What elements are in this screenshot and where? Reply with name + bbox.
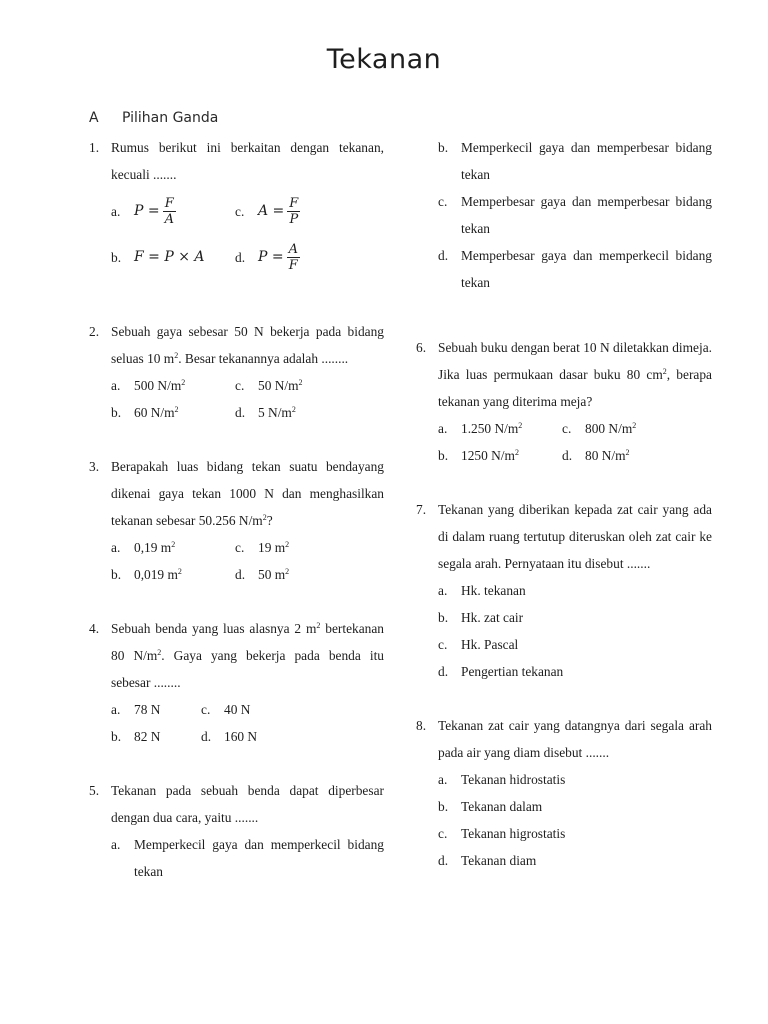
option-d[interactable]: d. Tekanan diam [438, 853, 537, 868]
question-text: Tekanan pada sebuah benda dapat diperbesar dengan dua cara, yaitu ....... [111, 783, 384, 825]
options-row [438, 415, 712, 442]
option-c[interactable]: c. A = $\frac{F}{P}$ [235, 195, 299, 227]
question-text: Berapakah luas bidang tekan suatu bendayang dikenai gaya tekan 1000 N dan menghasilkan tekanan sebesar 50.256 $N/m^2$? [111, 459, 384, 528]
options-list [438, 766, 712, 874]
question-text: Sebuah buku dengan berat 10 N diletakkan dimeja. Jika luas permukaan dasar buku 80 $cm^2$, berapa tekanan yang diterima meja? [438, 340, 712, 409]
question-1 [89, 134, 384, 188]
options-row [111, 534, 384, 561]
question-text: Sebuah gaya sebesar 50 N bekerja pada bidang seluas 10 $m^2$. Besar tekanannya adalah ........ [111, 324, 384, 366]
question-7: 7. Tekanan yang diberikan kepada zat cair yang ada di dalam ruang tertutup diteruskan oleh zat cair ke segala arah. Pernyataan itu disebut ....... [416, 496, 712, 577]
left-column [89, 134, 384, 885]
question-text: Rumus berikut ini berkaitan dengan tekanan, kecuali ....... [111, 140, 384, 182]
option-d[interactable]: d. 5 $N/m^2$ [235, 405, 296, 420]
option-d[interactable]: d. 50 $m^2$ [235, 567, 290, 582]
option-c[interactable]: c. Tekanan higrostatis [438, 826, 566, 841]
options-list [438, 577, 712, 685]
option-c[interactable]: c. Memperbesar gaya dan memperbesar bidang tekan [438, 194, 712, 236]
formula: P = $\frac{F}{A}$ [134, 195, 174, 227]
section-letter: A [89, 110, 99, 126]
option-d[interactable]: d. 160 N [201, 729, 258, 744]
option-b[interactable]: b. Hk. zat cair [438, 610, 524, 625]
formula: P = $\frac{A}{F}$ [258, 241, 298, 273]
option-c[interactable]: c. 19 $m^2$ [235, 540, 290, 555]
option-c[interactable]: c. 50 $N/m^2$ [235, 378, 303, 393]
section-label: Pilihan Ganda [122, 110, 219, 126]
options-row [111, 372, 384, 399]
option-b[interactable]: b. 0,019 $m^2$ [111, 567, 182, 582]
question-5: 5. Tekanan pada sebuah benda dapat diperbesar dengan dua cara, yaitu ....... [89, 777, 384, 831]
option-a[interactable]: a. Memperkecil gaya dan memperkecil bidang tekan [111, 837, 384, 879]
right-column [416, 134, 712, 874]
formula-row-2 [111, 234, 384, 280]
option-a[interactable]: a. Hk. tekanan [438, 583, 526, 598]
formula: F = P × A [134, 248, 205, 265]
option-b[interactable]: b. 1250 $N/m^2$ [438, 448, 519, 463]
formula-row-1 [111, 188, 384, 234]
option-d[interactable]: d. Memperbesar gaya dan memperkecil bidang tekan [438, 248, 712, 290]
option-a[interactable]: a. P = $\frac{F}{A}$ [111, 195, 174, 227]
option-b[interactable]: b. 60 $N/m^2$ [111, 405, 179, 420]
option-d[interactable]: d. Pengertian tekanan [438, 664, 564, 679]
formula: A = $\frac{F}{P}$ [258, 195, 299, 227]
option-c[interactable]: c. Hk. Pascal [438, 637, 519, 652]
question-text: Tekanan yang diberikan kepada zat cair yang ada di dalam ruang tertutup diteruskan oleh zat cair ke segala arah. Pernyataan itu disebut ....... [438, 502, 712, 571]
option-b[interactable]: b. Memperkecil gaya dan memperbesar bidang tekan [438, 140, 712, 182]
option-a[interactable]: a. 1.250 $N/m^2$ [438, 421, 523, 436]
options-list [111, 831, 384, 885]
option-a[interactable]: a. 0,19 $m^2$ [111, 540, 176, 555]
options-row [111, 561, 384, 588]
section-heading [89, 110, 218, 126]
question-8: 8. Tekanan zat cair yang datangnya dari segala arah pada air yang diam disebut ....... [416, 712, 712, 766]
options-list-continued [438, 134, 712, 296]
question-text: Sebuah benda yang luas alasnya 2 $m^2$ bertekanan 80 $N/m^2$. Gaya yang bekerja pada benda itu sebesar ........ [111, 621, 384, 690]
options-row [111, 399, 384, 426]
option-a[interactable]: a. 78 N [111, 702, 161, 717]
question-number: 1. [89, 140, 100, 155]
options-row [111, 723, 384, 750]
option-b[interactable]: b. F = P × A [111, 244, 235, 271]
option-b[interactable]: b. Tekanan dalam [438, 799, 543, 814]
option-d[interactable]: d. 80 $N/m^2$ [562, 448, 630, 463]
question-text: Tekanan zat cair yang datangnya dari segala arah pada air yang diam disebut ....... [438, 718, 712, 760]
question-6: 6. Sebuah buku dengan berat 10 N diletakkan dimeja. Jika luas permukaan dasar buku 80 $cm^2$, berapa tekanan yang diterima meja? [416, 334, 712, 415]
option-b[interactable]: b. 82 N [111, 729, 161, 744]
option-d[interactable]: d. P = $\frac{A}{F}$ [235, 241, 298, 273]
options-row [438, 442, 712, 469]
option-a[interactable]: a. 500 $N/m^2$ [111, 378, 186, 393]
option-a[interactable]: a. Tekanan hidrostatis [438, 772, 566, 787]
options-row [111, 696, 384, 723]
question-4: 4. Sebuah benda yang luas alasnya 2 $m^2$ bertekanan 80 $N/m^2$. Gaya yang bekerja pada benda itu sebesar ........ [89, 615, 384, 696]
question-3: 3. Berapakah luas bidang tekan suatu bendayang dikenai gaya tekan 1000 N dan menghasilkan tekanan sebesar 50.256 $N/m^2$? [89, 453, 384, 534]
option-c[interactable]: c. 40 N [201, 702, 251, 717]
page-title: Tekanan [326, 44, 442, 75]
option-c[interactable]: c. 800 $N/m^2$ [562, 421, 637, 436]
question-2: 2. Sebuah gaya sebesar 50 N bekerja pada bidang seluas 10 $m^2$. Besar tekanannya adalah ........ [89, 318, 384, 372]
